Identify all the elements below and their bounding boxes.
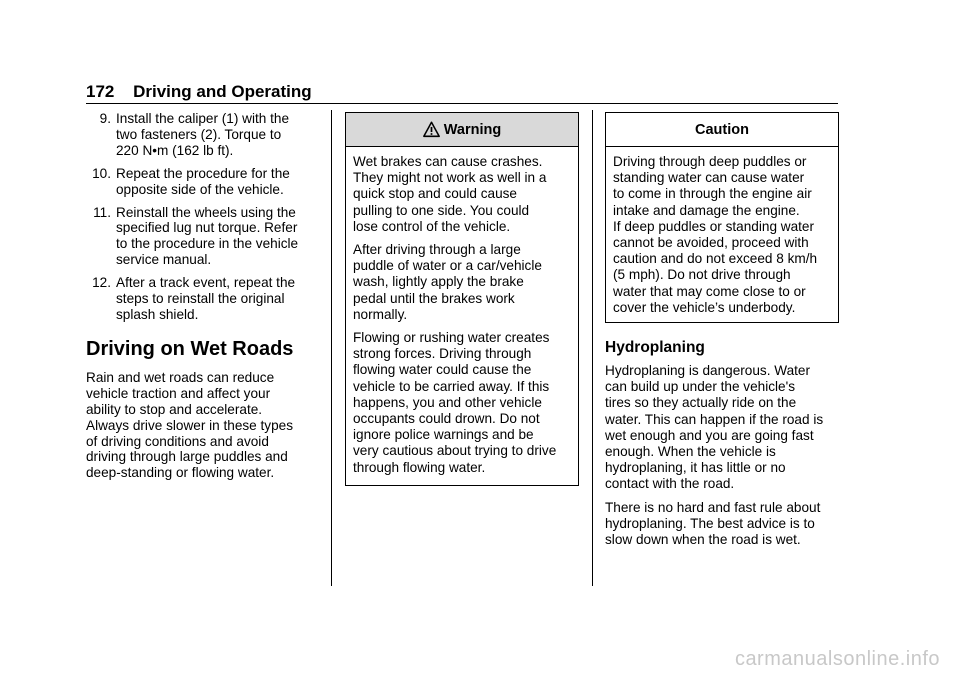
step-text-line: service manual. [116,252,212,268]
paragraph-line: of driving conditions and avoid [86,433,269,449]
caution-header [606,113,838,147]
hydroplaning-line: slow down when the road is wet. [605,532,801,548]
paragraph-line: vehicle traction and affect your [86,385,271,401]
step-text [116,111,316,159]
step-number: 11. [93,204,111,220]
warning-body [346,147,578,476]
paragraph-line: Always drive slower in these types [86,417,294,433]
warning-line: pulling to one side. You could [353,202,530,218]
column-1 [86,111,316,481]
hydroplaning-line: water. This can happen if the road is [605,411,824,427]
page-header [86,82,312,102]
step-text-line: specified lug nut torque. Refer [116,220,298,236]
caution-body [606,147,838,316]
caution-box [605,112,839,323]
hydroplaning-line: contact with the road. [605,476,735,492]
paragraph-line: Rain and wet roads can reduce [86,369,275,385]
step-text-line: two fasteners (2). Torque to [116,126,282,142]
warning-header [346,113,578,147]
step-text-line: Repeat the procedure for the [116,165,290,181]
hydroplaning-line: tires so they actually ride on the [605,395,797,411]
caution-line: cover the vehicle’s underbody. [613,299,796,315]
wet-roads-heading: Driving on Wet Roads [86,337,294,360]
caution-line: Driving through deep puddles or [613,154,807,169]
page-number: 172 [86,82,115,101]
step-item [86,275,316,323]
step-text [116,205,316,269]
step-item [86,166,316,198]
hydroplaning-heading: Hydroplaning [605,339,705,356]
step-text-line: to the procedure in the vehicle [116,236,299,252]
hydroplaning-line: wet enough and you are going fast [605,427,814,443]
step-number: 10. [92,165,111,181]
step-text-line: splash shield. [116,306,199,322]
hydroplaning-line: can build up under the vehicle's [605,379,796,395]
warning-line: strong forces. Driving through [353,346,532,362]
warning-line: ignore police warnings and be [353,427,534,443]
steps-list [86,111,316,323]
warning-line: pedal until the brakes work [353,290,515,306]
warning-paragraph [353,154,572,235]
paragraph-line: driving through large puddles and [86,449,288,465]
warning-line: After driving through a large [353,242,521,258]
step-text-line: After a track event, repeat the [116,275,296,291]
caution-line: water that may come close to or [613,283,806,299]
step-number: 9. [99,111,111,126]
caution-line: caution and do not exceed 8 km/h [613,251,818,267]
header-rule [86,103,838,104]
caution-line: standing water can cause water [613,170,805,186]
hydroplaning-line: hydroplaning, it has little or no [605,460,786,476]
hydroplaning-body [605,363,845,555]
hydroplaning-line: enough. When the vehicle is [605,444,776,460]
hydroplaning-line: hydroplaning. The best advice is to [605,515,815,531]
warning-paragraph [353,242,572,323]
caution-paragraph [613,154,832,316]
warning-line: Wet brakes can cause crashes. [353,154,543,169]
warning-line: very cautious about trying to drive [353,443,557,459]
step-item [86,205,316,269]
paragraph-line: deep-standing or flowing water. [86,465,275,481]
hydroplaning-line: There is no hard and fast rule about [605,499,821,515]
caution-line: cannot be avoided, proceed with [613,235,809,251]
warning-box [345,112,579,486]
warning-line: occupants could drown. Do not [353,411,540,427]
caution-line: intake and damage the engine. [613,202,800,218]
step-text-line: 220 N•m (162 lb ft). [116,142,234,158]
step-text-line: Reinstall the wheels using the [116,204,296,220]
warning-triangle-icon [423,121,440,138]
step-text [116,166,316,198]
column-divider-left [331,110,332,586]
warning-line: quick stop and could cause [353,186,517,202]
column-divider-right [592,110,593,586]
caution-line: to come in through the engine air [613,186,812,202]
wet-roads-paragraph [86,370,316,481]
hydroplaning-paragraph [605,500,845,549]
warning-paragraph [353,330,572,476]
step-number: 12. [92,275,111,291]
step-text-line: Install the caliper (1) with the [116,111,290,126]
hydroplaning-paragraph [605,363,845,493]
warning-title: Warning [443,121,502,138]
warning-line: happens, you and other vehicle [353,394,542,410]
step-text [116,275,316,323]
step-item [86,111,316,159]
paragraph-line: ability to stop and accelerate. [86,401,263,417]
warning-line: They might not work as well in a [353,170,547,186]
warning-line: lose control of the vehicle. [353,218,511,234]
warning-line: normally. [353,306,408,322]
warning-line: puddle of water or a car/vehicle [353,258,542,274]
warning-line: Flowing or rushing water creates [353,330,550,346]
caution-title: Caution [695,121,749,138]
warning-line: vehicle to be carried away. If this [353,378,550,394]
watermark: carmanualsonline.info [734,648,940,670]
hydroplaning-line: Hydroplaning is dangerous. Water [605,363,811,378]
warning-line: flowing water could cause the [353,362,532,378]
step-text-line: opposite side of the vehicle. [116,181,284,197]
warning-line: wash, lightly apply the brake [353,274,524,290]
caution-line: (5 mph). Do not drive through [613,267,791,283]
step-text-line: steps to reinstall the original [116,291,285,307]
section-title: Driving and Operating [133,82,312,101]
caution-line: If deep puddles or standing water [613,218,815,234]
warning-line: through flowing water. [353,459,486,475]
